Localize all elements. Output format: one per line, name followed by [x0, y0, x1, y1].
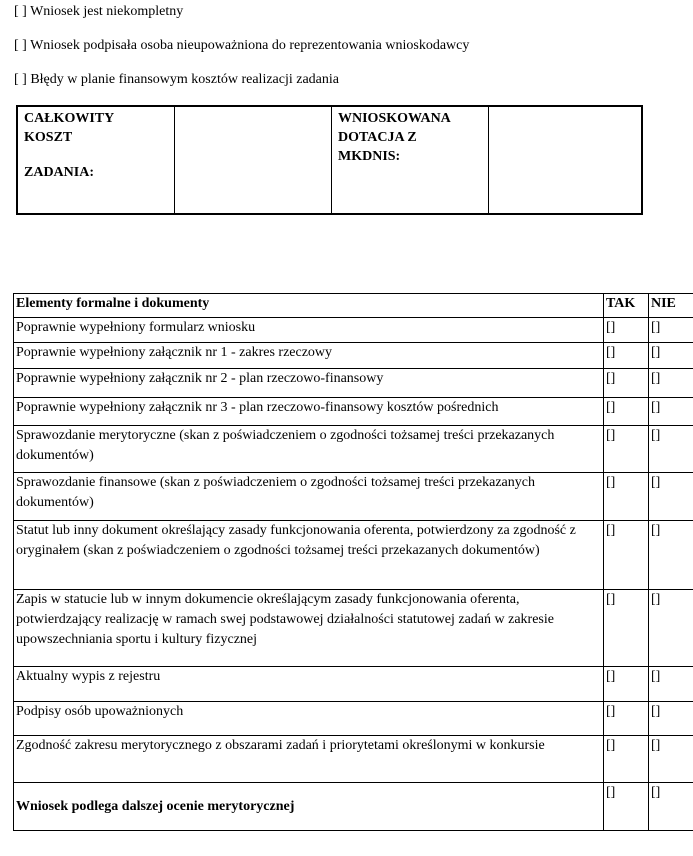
table-row	[14, 702, 693, 736]
total-cost-line-3: ZADANIA:	[24, 165, 94, 180]
checkbox-financial-errors[interactable]: [ ] Błędy w planie finansowym kosztów realizacji zadania	[14, 72, 339, 87]
header-item: Elementy formalne i dokumenty	[14, 294, 604, 318]
row-label: Zapis w statucie lub w innym dokumencie określającym zasady funkcjonowania oferenta, potwierdzający realizację w ramach swej podstawowej działalności statutowej zadań w zakresie upowszechniania sportu i kultury fizycznej	[14, 590, 604, 667]
requested-grant-line-2: DOTACJA Z	[338, 130, 417, 145]
row-label: Sprawozdanie finansowe (skan z poświadczeniem o zgodności tożsamej treści przekazanych dokumentów)	[14, 473, 604, 521]
header-yes: TAK	[604, 294, 649, 318]
row-label: Poprawnie wypełniony formularz wniosku	[14, 318, 604, 343]
row-label: Podpisy osób upoważnionych	[14, 702, 604, 736]
yes-checkbox[interactable]: []	[604, 590, 649, 667]
yes-checkbox[interactable]: []	[604, 783, 649, 831]
total-cost-value-field[interactable]	[175, 107, 332, 213]
row-label: Zgodność zakresu merytorycznego z obszarami zadań i priorytetami określonymi w konkursie	[14, 736, 604, 783]
requested-grant-label	[332, 107, 489, 213]
no-checkbox[interactable]: []	[649, 702, 693, 736]
yes-checkbox[interactable]: []	[604, 702, 649, 736]
table-row	[14, 473, 693, 521]
row-label: Poprawnie wypełniony załącznik nr 2 - plan rzeczowo-finansowy	[14, 369, 604, 398]
yes-checkbox[interactable]: []	[604, 736, 649, 783]
formal-elements-checklist	[13, 293, 693, 831]
row-label: Sprawozdanie merytoryczne (skan z poświadczeniem o zgodności tożsamej treści przekazanych dokumentów)	[14, 426, 604, 473]
yes-checkbox[interactable]: []	[604, 343, 649, 369]
yes-checkbox[interactable]: []	[604, 398, 649, 426]
table-row	[14, 667, 693, 702]
yes-checkbox[interactable]: []	[604, 521, 649, 590]
row-label: Wniosek podlega dalszej ocenie merytorycznej	[14, 783, 604, 831]
no-checkbox[interactable]: []	[649, 398, 693, 426]
requested-grant-line-3: MKDNIS:	[338, 149, 401, 164]
table-row	[14, 369, 693, 398]
total-cost-line-1: CAŁKOWITY	[24, 111, 115, 126]
no-checkbox[interactable]: []	[649, 343, 693, 369]
checklist-header-row	[14, 294, 693, 318]
row-label: Poprawnie wypełniony załącznik nr 3 - plan rzeczowo-finansowy kosztów pośrednich	[14, 398, 604, 426]
no-checkbox[interactable]: []	[649, 318, 693, 343]
total-cost-line-2: KOSZT	[24, 130, 73, 145]
header-no: NIE	[649, 294, 693, 318]
total-cost-label	[18, 107, 175, 213]
table-row	[14, 590, 693, 667]
row-label: Aktualny wypis z rejestru	[14, 667, 604, 702]
yes-checkbox[interactable]: []	[604, 426, 649, 473]
table-row	[14, 318, 693, 343]
checkbox-unauthorized-signature[interactable]: [ ] Wniosek podpisała osoba nieupoważniona do reprezentowania wnioskodawcy	[14, 38, 470, 53]
no-checkbox[interactable]: []	[649, 473, 693, 521]
table-row	[14, 343, 693, 369]
table-row	[14, 398, 693, 426]
table-row	[14, 783, 693, 831]
yes-checkbox[interactable]: []	[604, 667, 649, 702]
no-checkbox[interactable]: []	[649, 736, 693, 783]
checkbox-incomplete[interactable]: [ ] Wniosek jest niekompletny	[14, 4, 184, 19]
requested-grant-line-1: WNIOSKOWANA	[338, 111, 451, 126]
requested-grant-value-field[interactable]	[489, 107, 641, 213]
no-checkbox[interactable]: []	[649, 590, 693, 667]
yes-checkbox[interactable]: []	[604, 318, 649, 343]
no-checkbox[interactable]: []	[649, 426, 693, 473]
yes-checkbox[interactable]: []	[604, 473, 649, 521]
yes-checkbox[interactable]: []	[604, 369, 649, 398]
table-row	[14, 426, 693, 473]
no-checkbox[interactable]: []	[649, 783, 693, 831]
table-row	[14, 521, 693, 590]
row-label: Statut lub inny dokument określający zasady funkcjonowania oferenta, potwierdzony za zgodność z oryginałem (skan z poświadczeniem o zgodności tożsamej treści przekazanych dokumentów)	[14, 521, 604, 590]
cost-table	[16, 105, 643, 215]
no-checkbox[interactable]: []	[649, 521, 693, 590]
table-row	[14, 736, 693, 783]
no-checkbox[interactable]: []	[649, 667, 693, 702]
row-label: Poprawnie wypełniony załącznik nr 1 - zakres rzeczowy	[14, 343, 604, 369]
no-checkbox[interactable]: []	[649, 369, 693, 398]
